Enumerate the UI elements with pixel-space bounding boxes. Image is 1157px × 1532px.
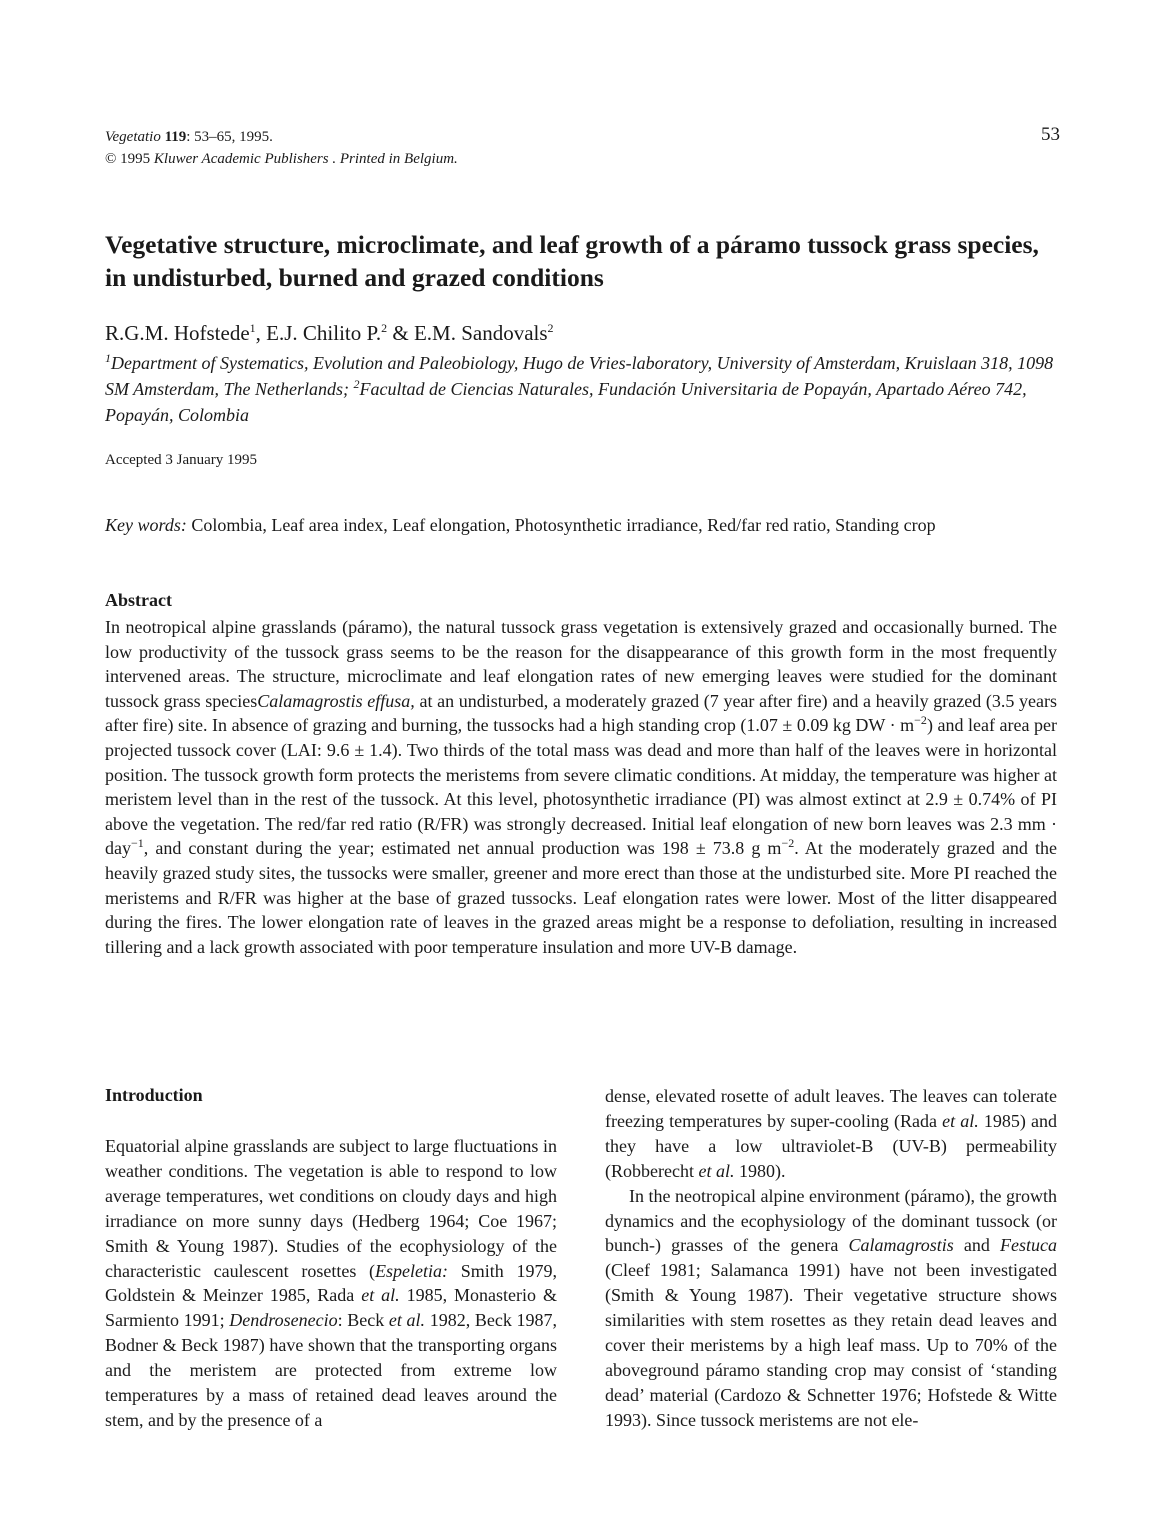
intro-right-text-5: and bbox=[953, 1235, 1000, 1256]
intro-right-text-4: In the neotropical alpine environment (páramo), the growth dynamics and the ecophysiology of the dominant tussock (or bunch-) grasses of the genera bbox=[605, 1185, 1057, 1256]
abstract-text-5: . At the moderately grazed and the heavily grazed study sites, the tussocks were smaller, greener and more erect than those at the undisturbed site. More PI reached the meristems and R/FR was higher at the base of grazed tussocks. Leaf elongation rates were lower. Most of the litter disappeared during the fires. The lower elongation rate of leaves in the grazed areas might be a response to defoliation, resulting in increased tillering and a lack growth associated with poor temperature insulation and more UV-B damage. bbox=[105, 838, 1057, 957]
abstract-sup-c: −2 bbox=[781, 836, 795, 851]
abstract-species: Calamagrostis effusa, bbox=[257, 690, 415, 711]
abstract-text-2: at an undisturbed, a moderately grazed (7 year after fire) and a heavily grazed (3.5 years after fire) site. In absence of grazing and burning, the tussocks had a high standing crop (1.07 ± 0.09 kg DW · m bbox=[105, 690, 1057, 736]
introduction-heading: Introduction bbox=[105, 1085, 203, 1105]
abstract-text-1: In neotropical alpine grasslands (páramo), the natural tussock grass vegetation is extensively grazed and occasionally burned. The low productivity of the tussock grass seems to be the reason for the disappearance of this growth form in the most frequently intervened areas. The structure, microclimate and leaf elongation rates of new emerging leaves were studied for the dominant tussock grass species bbox=[105, 617, 1057, 711]
intro-left-text-1: Equatorial alpine grasslands are subject to large fluctuations in weather conditions. The vegetation is able to respond to low average temperatures, wet conditions on cloudy days and high irradiance on more sunny days (Hedberg 1964; Coe 1967; Smith & Young 1987). Studies of the ecophysiology of the characteristic caulescent rosettes ( bbox=[105, 1136, 557, 1281]
journal-header bbox=[105, 126, 458, 170]
intro-left-text-2: Smith 1979, Goldstein & Meinzer 1985, Rada bbox=[105, 1260, 557, 1306]
author-1-affil-mark: 1 bbox=[249, 321, 256, 335]
intro-etal: et al. bbox=[388, 1310, 426, 1331]
keywords-label: Key words: bbox=[105, 515, 187, 535]
intro-right-text-6: (Cleef 1981; Salamanca 1991) have not been investigated (Smith & Young 1987). Their vegetative structure shows similarities with stem rosettes as they retain dead leaves and cover their meristems by a high leaf mass. Up to 70% of the aboveground páramo standing crop may consist of ‘standing dead’ material (Cardozo & Schnetter 1976; Hofstede & Witte 1993). Since tussock meristems are not ele- bbox=[605, 1260, 1057, 1430]
intro-left-text-3: 1985, Monasterio & Sarmiento 1991; bbox=[105, 1285, 557, 1331]
intro-right-column bbox=[605, 1084, 1057, 1433]
keywords-text: Colombia, Leaf area index, Leaf elongation, Photosynthetic irradiance, Red/far red ratio, Standing crop bbox=[186, 515, 936, 535]
abstract-sup-b: −1 bbox=[131, 836, 144, 851]
author-2: , E.J. Chilito P. bbox=[255, 321, 382, 345]
abstract-text-4: , and constant during the year; estimated net annual production was 198 ± 73.8 g m bbox=[143, 838, 782, 859]
author-3: & E.M. Sandovals bbox=[387, 321, 548, 345]
intro-right-text-1: dense, elevated rosette of adult leaves. The leaves can tolerate freezing temperatures by super-cooling (Rada bbox=[605, 1086, 1057, 1131]
affil-mark-1: 1 bbox=[105, 351, 111, 365]
intro-etal: et al. bbox=[942, 1110, 979, 1131]
intro-genus-dendrosenecio: Dendrosenecio bbox=[229, 1310, 338, 1331]
citation-line bbox=[105, 126, 458, 148]
accepted-date: Accepted 3 January 1995 bbox=[105, 452, 258, 468]
author-2-affil-mark: 2 bbox=[381, 321, 388, 335]
intro-left-text-5: 1982, Beck 1987, Bodner & Beck 1987) have shown that the transporting organs and the meristem are protected from extreme low temperatures by a mass of retained dead leaves around the stem, and by the presence of a bbox=[105, 1310, 557, 1430]
copyright-year: 1995 bbox=[116, 151, 154, 167]
intro-right-text-2: 1985) and they have a low ultraviolet-B (UV-B) permeability (Robberecht bbox=[605, 1110, 1057, 1181]
intro-right-paragraph-2 bbox=[605, 1184, 1057, 1433]
abstract-sup-a: −2 bbox=[914, 713, 927, 728]
intro-genus-calamagrostis: Calamagrostis bbox=[848, 1235, 954, 1256]
article-title: Vegetative structure, microclimate, and leaf growth of a páramo tussock grass species, in undisturbed, burned and grazed conditions bbox=[105, 230, 1039, 292]
page-number: 53 bbox=[1041, 124, 1060, 145]
affiliations bbox=[105, 350, 1065, 428]
journal-name: Vegetatio bbox=[105, 129, 161, 145]
affiliation-1: Department of Systematics, Evolution and Paleobiology, Hugo de Vries-laboratory, University of Amsterdam, Kruislaan 318, 1098 SM Amsterdam, The Netherlands; bbox=[105, 353, 1054, 399]
copyright-icon: © bbox=[105, 151, 117, 167]
intro-right-text-3: 1980). bbox=[734, 1160, 786, 1181]
intro-left-column bbox=[105, 1134, 557, 1433]
abstract-body bbox=[105, 615, 1057, 959]
intro-right-paragraph-1 bbox=[605, 1084, 1057, 1184]
intro-left-text-4: : Beck bbox=[337, 1310, 389, 1331]
journal-pages: : 53–65, 1995. bbox=[186, 129, 273, 145]
intro-etal: et al. bbox=[698, 1160, 735, 1181]
printed-note: . Printed in Belgium. bbox=[328, 151, 458, 167]
keywords bbox=[105, 515, 1070, 536]
intro-genus-espeletia: Espeletia: bbox=[375, 1260, 449, 1281]
intro-genus-festuca: Festuca bbox=[1000, 1235, 1057, 1256]
intro-etal: et al. bbox=[361, 1285, 400, 1306]
author-1: R.G.M. Hofstede bbox=[105, 321, 250, 345]
journal-volume: 119 bbox=[164, 129, 187, 145]
author-3-affil-mark: 2 bbox=[547, 321, 554, 335]
abstract-heading: Abstract bbox=[105, 590, 172, 610]
copyright-line bbox=[105, 148, 458, 170]
affil-mark-2: 2 bbox=[353, 377, 360, 391]
abstract-text-3: ) and leaf area per projected tussock cover (LAI: 9.6 ± 1.4). Two thirds of the total mass was dead and more than half of the leaves were in horizontal position. The tussock growth form protects the meristems from severe climatic conditions. At midday, the temperature was higher at meristem level than in the rest of the tussock. At this level, photosynthetic irradiance (PI) was almost extinct at 2.9 ± 0.74% of PI above the vegetation. The red/far red ratio (R/FR) was strongly decreased. Initial leaf elongation of new born leaves was 2.3 mm · day bbox=[105, 715, 1057, 859]
publisher-name: Kluwer Academic Publishers bbox=[153, 151, 329, 167]
affiliation-2: Facultad de Ciencias Naturales, Fundación Universitaria de Popayán, Apartado Aéreo 742, Popayán, Colombia bbox=[105, 379, 1027, 425]
author-list bbox=[105, 321, 554, 346]
